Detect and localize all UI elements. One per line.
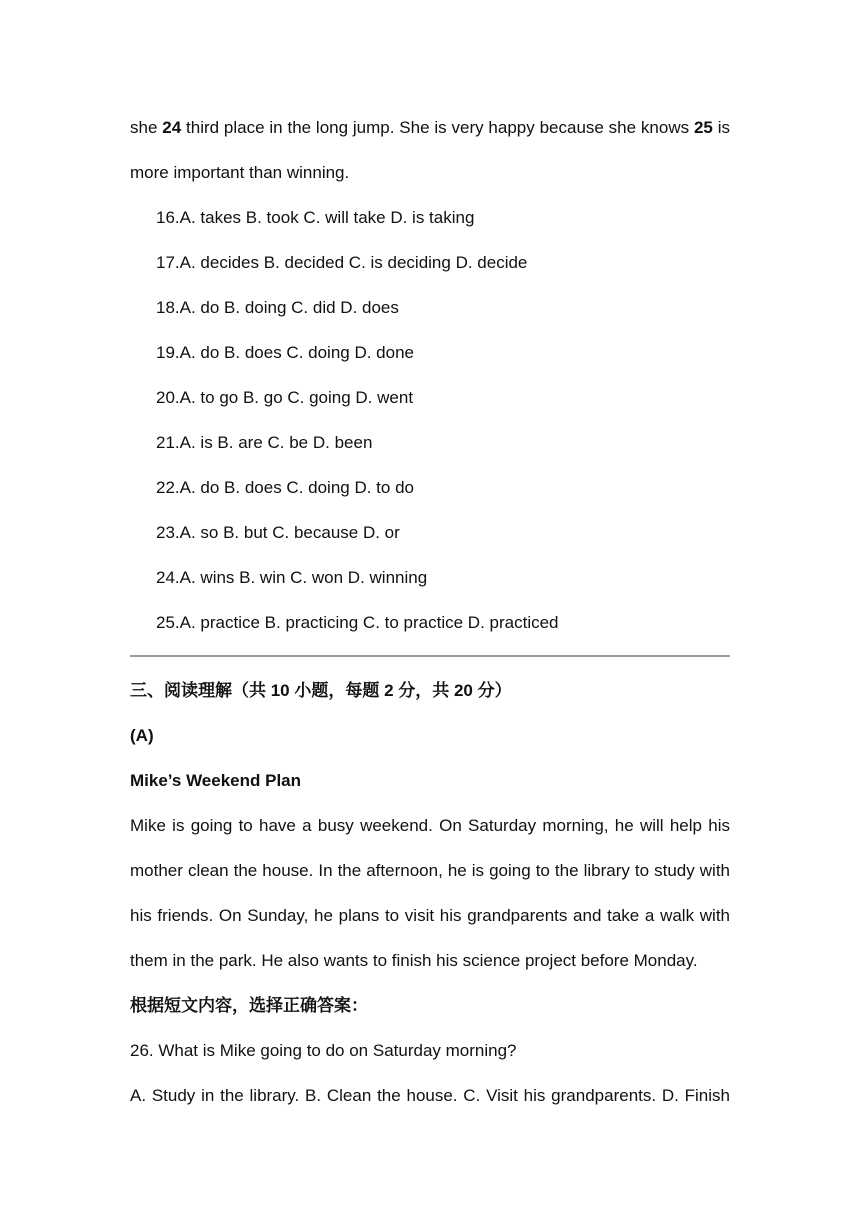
option-row-22: 22.A. do B. does C. doing D. to do [156,478,414,497]
blank-number-24: 24 [162,118,182,137]
question-26-options: A. Study in the library. B. Clean the house. C. Visit his grandparents. D. Finish [130,1086,730,1105]
option-row-16: 16.A. takes B. took C. will take D. is taking [156,208,475,227]
option-row-18: 18.A. do B. doing C. did D. does [156,298,399,317]
option-row-25: 25.A. practice B. practicing C. to practice D. practiced [156,613,559,632]
text-middle: third place in the long jump. She is very happy because she knows [186,118,690,137]
section-divider [130,655,730,657]
passage-title: Mike’s Weekend Plan [130,771,302,790]
passage-line-2: mother clean the house. In the afternoon, he is going to the library to study with [130,861,730,880]
option-row-23: 23.A. so B. but C. because D. or [156,523,400,542]
section-heading: 三、阅读理解（共 10 小题，每题 2 分，共 20 分） [130,681,512,700]
question-instruction: 根据短文内容，选择正确答案： [130,996,368,1015]
passage-line-4: them in the park. He also wants to finish his science project before Monday. [130,951,698,970]
passage-line-3: his friends. On Sunday, he plans to visit his grandparents and take a walk with [130,906,730,925]
part-label: (A) [130,726,154,745]
option-row-19: 19.A. do B. does C. doing D. done [156,343,415,362]
blank-number-25: 25 [693,118,713,137]
option-row-17: 17.A. decides B. decided C. is deciding D. decide [156,253,528,272]
question-26: 26. What is Mike going to do on Saturday morning? [130,1041,517,1060]
option-row-21: 21.A. is B. are C. be D. been [156,433,373,452]
passage-line-1: Mike is going to have a busy weekend. On Saturday morning, he will help his [130,816,730,835]
passage-tail-line-1 [130,116,730,140]
text-after-blank-25: is [717,118,731,137]
text-before-blank-24: she [130,118,158,137]
option-row-20: 20.A. to go B. go C. going D. went [156,388,414,407]
passage-tail-line-2: more important than winning. [130,163,350,182]
option-row-24: 24.A. wins B. win C. won D. winning [156,568,428,587]
